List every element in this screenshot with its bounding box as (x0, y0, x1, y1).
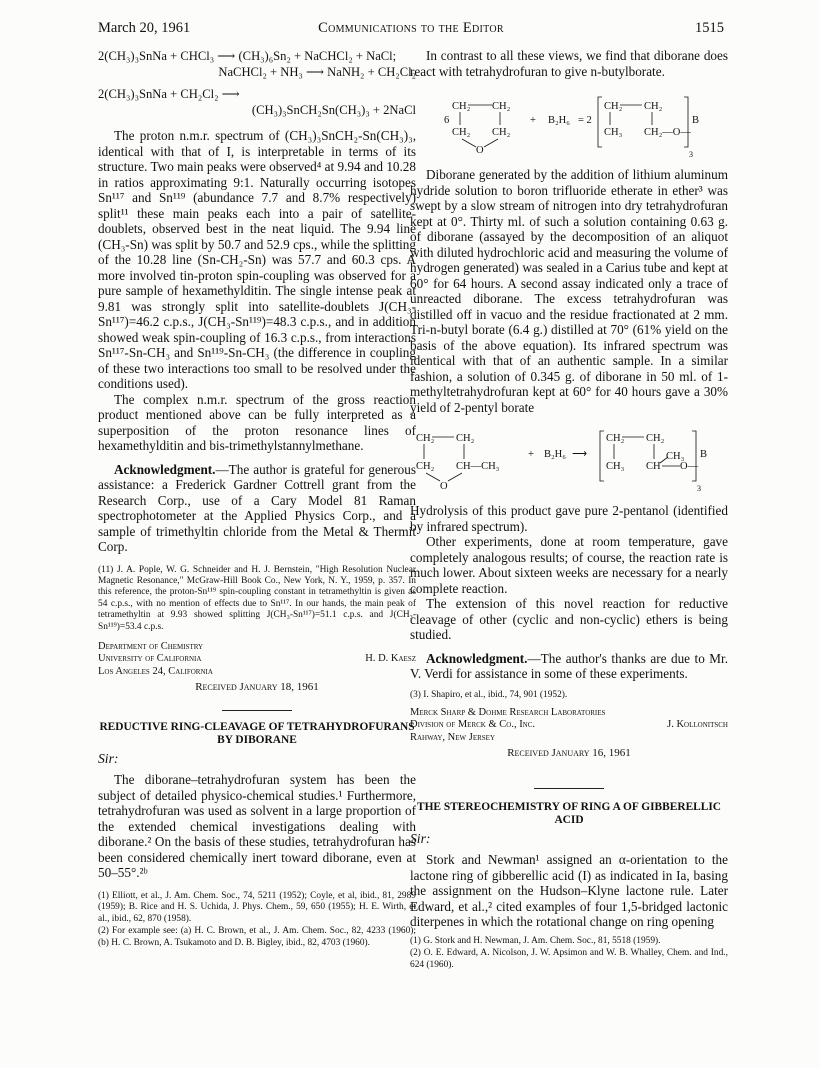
product-ch2-o: CH₂—O— (644, 127, 691, 138)
reagent-diborane-2: B₂H₆ (544, 449, 566, 460)
product2-methyl: CH₃ (666, 451, 685, 462)
product-ch2-1: CH₂ (604, 101, 623, 112)
thf-cleavage-structure (410, 87, 728, 159)
ring2-oxygen: O (440, 481, 448, 492)
reaction-scheme-1 (410, 87, 728, 159)
received-date-2: Received January 16, 1961 (507, 747, 631, 760)
header-date: March 20, 1961 (98, 20, 191, 36)
methylthf-cleavage-structure (410, 423, 728, 495)
right-column (410, 48, 728, 971)
product2-ch2-1: CH₂ (606, 433, 625, 444)
footnote-3: (3) I. Shapiro, et al., ibid., 74, 901 (1952). (410, 689, 568, 700)
reaction-scheme-2 (410, 423, 728, 495)
running-header (98, 20, 724, 40)
subscript-three: 3 (689, 150, 693, 159)
diborane-intro-paragraph: The diborane–tetrahydrofuran system has been the subject of detailed physico-chemical studies.¹ Furthermore, tetrahydrofuran was used as solvent in a large proportion of the extended chemical investigations dealing with diborane.² On the basis of these studies, tetrahydrofuran has been considered chemically inert toward diborane, even at 50–55°.²ᵇ (98, 772, 416, 881)
salutation: Sir: (98, 750, 119, 766)
ring-ch2-1: CH₂ (452, 101, 471, 112)
experimental-paragraph: Diborane generated by the addition of lithium aluminum hydride solution to boron trifluoride etherate in ether³ was swept by a slow stream of nitrogen into dry tetrahydrofuran kept at 0°. Thirty ml. of such a solution containing 0.63 g. of diborane (assayed by the decomposition of an aliquot with diluted hydrochloric acid and measuring the volume of hydrogen generated) was sealed in a Carius tube and kept at 60° for 64 hours. A second assay indicated only a trace of unreacted diborane. The excess tetrahydrofuran was distilled off in vacuo and the residue fractionated at 2 mm. Tri-n-butyl borate (6.4 g.) distilled at 70° (61% yield on the basis of the above equation). Its infrared spectrum was identical with that of an authentic sample. In a similar fashion, a solution of 0.345 g. of diborane in 50 ml. of 1-methyltetrahydrofuran kept at 60° for 40 hours gave a 30% yield of 2-pentyl borate (410, 167, 728, 415)
subscript-three-2: 3 (697, 484, 701, 493)
author-name: H. D. Kaesz (365, 653, 416, 665)
product2-oxygen: O— (680, 461, 699, 472)
plus-sign-2: + (528, 449, 534, 460)
plus-sign: + (530, 115, 536, 126)
affiliation-line-3: Los Angeles 24, California (98, 665, 213, 677)
equation-2b: (CH₃)₃SnCH₂Sn(CH₃)₃ + 2NaCl (251, 103, 416, 117)
affiliation2-line-3: Rahway, New Jersey (410, 731, 496, 743)
acknowledgment-text-2: —The author's thanks are due to Mr. V. Verdi for assistance in some of these experiments. (410, 650, 728, 681)
footnote-11: (11) J. A. Pople, W. G. Schneider and H. J. Bernstein, "High Resolution Nuclear Magnetic Resonance," McGraw-Hill Book Co., New York, N. Y., 1959, p. 357. In this reference, the proton-Sn¹¹⁹ spin-coupling constant in tetramethyltin is given as 54 c.p.s., with no mention of effects due to Sn¹¹⁷. In our hands, the main peak of tetramethyltin at 9.93 showed splitting J(CH₃-Sn¹¹⁷)=51.1 c.p.s. and J(CH₃-Sn¹¹⁹)=53.4 c.p.s. (98, 564, 416, 632)
boron-label-2: B (700, 449, 708, 460)
product-ch2-2: CH₂ (644, 101, 663, 112)
author-name-2: J. Kollonitsch (667, 719, 728, 731)
contrast-paragraph: In contrast to all these views, we find that diborane does react with tetrahydrofuran to give n-butylborate. (410, 48, 728, 79)
affiliation-block (98, 641, 416, 696)
product2-ch: CH (646, 461, 661, 472)
footnote-2b: (2) O. E. Edward, A. Nicolson, J. W. Apsimon and W. B. Whalley, Chem. and Ind., 624 (1960). (410, 948, 728, 970)
ring2-ch2-2: CH₂ (456, 433, 475, 444)
equation-2a: 2(CH₃)₃SnNa + CH₂Cl₂ ⟶ (98, 87, 240, 101)
acknowledgment-text: —The author is grateful for generous assistance: a Frederick Gardner Cottrell grant from the Research Corp., use of a Cary Model 81 Raman spectrophotometer at the Applied Physics Corp., and a sample of trimethyltin chloride from the Metal & Thermit Corp. (98, 461, 416, 554)
product2-ch2-2: CH₂ (646, 433, 665, 444)
article-title-2: THE STEREOCHEMISTRY OF RING A OF GIBBERELLIC ACID (416, 800, 722, 826)
equation-1b: NaCHCl₂ + NH₃ ⟶ NaNH₂ + CH₂Cl₂ (218, 65, 416, 79)
article-title: REDUCTIVE RING-CLEAVAGE OF TETRAHYDROFURANS BY DIBORANE (99, 720, 415, 746)
header-page-number: 1515 (695, 20, 724, 36)
ring2-ch2-1: CH₂ (416, 433, 435, 444)
acknowledgment-paragraph-2 (410, 651, 728, 682)
gibberellic-paragraph: Stork and Newman¹ assigned an α-orientation to the lactone ring of gibberellic acid (I) as indicated in Ia, basing the assignment on the Hudson–Klyne lactone rule. Later Edward, et al.,² cited examples of four 1,5-bridged lactonic diterpenes in which the rotational change on ring opening (410, 852, 728, 930)
header-journal: Communications to the Editor (318, 20, 504, 36)
salutation-2: Sir: (410, 830, 431, 846)
hydrolysis-paragraph: Hydrolysis of this product gave pure 2-pentanol (identified by infrared spectrum). (410, 503, 728, 534)
equals-two: = 2 (578, 115, 592, 126)
footnote-1: (1) Elliott, et al., J. Am. Chem. Soc., 74, 5211 (1952); Coyle, et al, ibid., 81, 2989 (1959); B. Rice and H. S. Uchida, J. Phys. Chem., 59, 650 (1955); H. E. Wirth, et al., ibid., 62, 870 (1958). (98, 890, 416, 924)
acknowledgment-paragraph (98, 462, 416, 555)
product-ch3: CH₃ (604, 127, 623, 138)
ring2-ch-ch3: CH—CH₃ (456, 461, 500, 472)
received-date: Received January 18, 1961 (195, 681, 319, 694)
boron-label: B (692, 115, 700, 126)
coefficient-label: 6 (444, 115, 450, 126)
ring-ch2-4: CH₂ (492, 127, 511, 138)
affiliation-block-2 (410, 707, 728, 762)
ring-ch2-3: CH₂ (452, 127, 471, 138)
affiliation2-line-1: Merck Sharp & Dohme Research Laboratories (410, 706, 606, 718)
section-divider-2 (534, 788, 604, 789)
product2-ch3: CH₃ (606, 461, 625, 472)
footnote-1b: (1) G. Stork and H. Newman, J. Am. Chem. Soc., 81, 5518 (1959). (410, 935, 661, 946)
footnote-2: (2) For example see: (a) H. C. Brown, et al., J. Am. Chem. Soc., 82, 4233 (1960); (b) H. C. Brown, A. Tsukamoto and D. B. Bigley, ibid., 82, 4703 (1960). (98, 926, 416, 948)
extension-paragraph: The extension of this novel reaction for reductive cleavage of other (cyclic and non-cyclic) ethers is being studied. (410, 596, 728, 642)
reagent-diborane: B₂H₆ (548, 115, 570, 126)
affiliation-line-2: University of California (98, 653, 202, 665)
affiliation-line-1: Department of Chemistry (98, 640, 204, 652)
left-column (98, 48, 416, 949)
ring2-ch2-3: CH₂ (416, 461, 435, 472)
acknowledgment-label: Acknowledgment. (114, 461, 216, 477)
nmr-paragraph: The proton n.m.r. spectrum of (CH₃)₃SnCH₂-Sn(CH₃)₃, identical with that of I, is interpretable in terms of its structure. Two main peaks were observed⁴ at 9.94 and 10.28 in ratios approximating 9:1. Naturally occurring isotopes Sn¹¹⁷ and Sn¹¹⁹ (abundance 7.7 and 8.7% respectively) split¹¹ these main peaks each into a pair of satellite-doublets, observed best in the neat liquid. The 9.94 line (CH₃-Sn) was split by 50.7 and 52.9 cps., while the splitting of the 10.28 line (Sn-CH₂-Sn) was 57.7 and 60.3 cps. A more involved tin-proton spin-coupling was observed for a pure sample of hexamethylditin. The single intense peak at 9.81 was strongly split into satellite-doublets J(CH₃-Sn¹¹⁷)=46.2 c.p.s., J(CH₃-Sn¹¹⁹)=48.3 c.p.s., and in addition showed weak spin-coupling of 16.3 c.p.s., from interactions Sn¹¹⁷-Sn-CH₃ and Sn¹¹⁹-Sn-CH₃ (the difference in coupling of these two interactions too small to be resolved under the conditions used). (98, 128, 416, 391)
affiliation2-line-2: Division of Merck & Co., Inc. (410, 719, 536, 731)
acknowledgment-label-2: Acknowledgment. (426, 650, 528, 666)
section-divider (222, 710, 292, 711)
reaction-arrow: ⟶ (572, 449, 588, 460)
other-experiments-paragraph: Other experiments, done at room temperature, gave completely analogous results; of course, the reaction rate is much lower. About sixteen weeks are necessary for a nearly complete reaction. (410, 534, 728, 596)
ring-ch2-2: CH₂ (492, 101, 511, 112)
ring-oxygen: O (476, 145, 484, 156)
equation-1a: 2(CH₃)₃SnNa + CHCl₃ ⟶ (CH₃)₆Sn₂ + NaCHCl₂ + NaCl; (98, 49, 397, 63)
gross-product-paragraph: The complex n.m.r. spectrum of the gross reaction product mentioned above can be fully interpreted as a superposition of the proton resonance lines of hexamethylditin and bis-trimethylstannylmethane. (98, 391, 416, 453)
